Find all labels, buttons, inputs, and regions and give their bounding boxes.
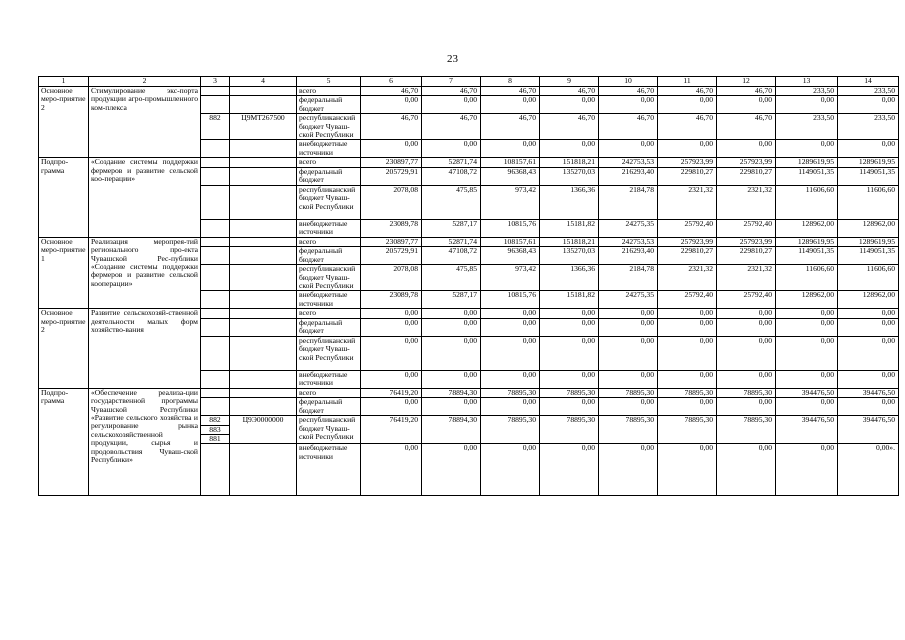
amount-cell: 24275,35 [599,219,658,237]
funding-source-cell: республиканский бюджет Чуваш-ской Республики [297,336,361,370]
amount-cell: 0,00 [481,336,540,370]
amount-cell: 46,70 [717,114,776,140]
responsible-code-cell [201,398,230,416]
amount-cell: 2321,32 [658,265,717,291]
amount-cell: 0,00 [540,370,599,388]
column-header: 9 [540,77,599,87]
target-article-cell: Ц9МТ267500 [230,114,297,140]
amount-cell: 216293,40 [599,167,658,185]
target-article-cell [230,158,297,167]
amount-cell: 2321,32 [717,265,776,291]
amount-cell: 47108,72 [422,167,481,185]
funding-source-cell: республиканский бюджет Чуваш-ской Республики [297,185,361,219]
amount-cell: 1289619,95 [838,237,899,246]
table-row [39,87,899,96]
amount-cell: 1149051,35 [838,167,899,185]
responsible-code-cell [201,444,230,496]
amount-cell: 0,00 [481,318,540,336]
amount-cell: 11606,60 [838,265,899,291]
funding-source-cell: внебюджетные источники [297,219,361,237]
amount-cell: 0,00 [717,96,776,114]
amount-cell: 0,00 [361,309,422,318]
amount-cell: 0,00 [658,140,717,158]
amount-cell: 11606,60 [776,265,838,291]
amount-cell: 0,00 [717,370,776,388]
responsible-code-cell [201,265,230,291]
amount-cell: 46,70 [481,87,540,96]
amount-cell: 230897,77 [361,158,422,167]
responsible-code-cell [201,318,230,336]
amount-cell: 0,00 [776,140,838,158]
funding-source-cell: всего [297,309,361,318]
amount-cell: 973,42 [481,185,540,219]
amount-cell: 128962,00 [776,219,838,237]
amount-cell: 0,00 [422,318,481,336]
amount-cell: 394476,50 [838,416,899,444]
responsible-code-cell [201,291,230,309]
amount-cell: 1366,36 [540,185,599,219]
program-name-cell: Стимулирование экс-порта продукции агро-промышленного ком-плекса [89,87,201,158]
amount-cell: 78894,30 [422,416,481,444]
target-article-cell: Ц9Э0000000 [230,416,297,444]
funding-source-cell: республиканский бюджет Чуваш-ской Республики [297,416,361,444]
amount-cell: 0,00 [540,318,599,336]
amount-cell: 0,00 [658,444,717,496]
amount-cell: 2078,08 [361,185,422,219]
amount-cell: 233,50 [838,87,899,96]
amount-cell: 0,00 [717,309,776,318]
amount-cell: 0,00 [838,370,899,388]
amount-cell: 0,00 [776,96,838,114]
amount-cell: 15181,82 [540,291,599,309]
amount-cell: 78895,30 [717,388,776,397]
amount-cell: 0,00 [361,398,422,416]
funding-source-cell: федеральный бюджет [297,167,361,185]
target-article-cell [230,309,297,318]
amount-cell: 96368,43 [481,167,540,185]
amount-cell: 1289619,95 [776,237,838,246]
target-article-cell [230,140,297,158]
target-article-cell [230,398,297,416]
responsible-code: 883 [201,426,229,435]
amount-cell: 78895,30 [481,416,540,444]
amount-cell: 0,00 [481,96,540,114]
target-article-cell [230,318,297,336]
amount-cell: 96368,43 [481,247,540,265]
amount-cell: 0,00 [422,309,481,318]
target-article-cell [230,291,297,309]
amount-cell: 1289619,95 [776,158,838,167]
responsible-code: 881 [209,433,221,443]
amount-cell: 11606,60 [838,185,899,219]
amount-cell: 0,00 [422,140,481,158]
amount-cell: 0,00 [361,444,422,496]
funding-source-cell: федеральный бюджет [297,398,361,416]
amount-cell: 46,70 [599,114,658,140]
column-header: 7 [422,77,481,87]
responsible-code-cell [201,219,230,237]
amount-cell: 0,00 [481,370,540,388]
amount-cell: 0,00 [599,398,658,416]
amount-cell: 0,00 [599,370,658,388]
program-type-cell: Основное меро-приятие 1 [39,237,89,309]
amount-cell: 78895,30 [658,388,717,397]
funding-source-cell: внебюджетные источники [297,140,361,158]
responsible-code: 882 [201,416,229,425]
amount-cell: 0,00 [540,96,599,114]
amount-cell: 0,00 [540,336,599,370]
responsible-code-cell [201,370,230,388]
amount-cell: 0,00 [599,140,658,158]
amount-cell: 0,00 [422,336,481,370]
amount-cell: 242753,53 [599,158,658,167]
program-type-cell: Подпро-грамма [39,158,89,237]
amount-cell: 233,50 [776,114,838,140]
column-header: 10 [599,77,658,87]
amount-cell: 0,00 [540,444,599,496]
amount-cell: 108157,61 [481,158,540,167]
amount-cell: 394476,50 [838,388,899,397]
amount-cell: 128962,00 [838,219,899,237]
amount-cell: 0,00 [776,336,838,370]
responsible-code-cell [201,388,230,397]
amount-cell: 78895,30 [540,416,599,444]
amount-cell: 78894,30 [422,388,481,397]
responsible-code-cell [201,185,230,219]
funding-source-cell: федеральный бюджет [297,318,361,336]
amount-cell: 0,00 [717,140,776,158]
amount-cell: 230897,77 [361,237,422,246]
funding-source-cell: всего [297,237,361,246]
responsible-code-cell [201,247,230,265]
target-article-cell [230,265,297,291]
amount-cell: 394476,50 [776,388,838,397]
amount-cell: 0,00 [776,318,838,336]
amount-cell: 46,70 [658,114,717,140]
amount-cell: 0,00 [361,318,422,336]
budget-table [38,76,899,496]
funding-source-cell: федеральный бюджет [297,247,361,265]
amount-cell: 0,00 [838,96,899,114]
amount-cell: 52871,74 [422,237,481,246]
amount-cell: 78895,30 [481,388,540,397]
amount-cell: 10815,76 [481,291,540,309]
amount-cell: 11606,60 [776,185,838,219]
program-type-cell: Основное меро-приятие 2 [39,309,89,388]
amount-cell: 0,00 [776,398,838,416]
table-row [39,309,899,318]
program-type-cell: Основное меро-приятие 2 [39,87,89,158]
amount-cell: 108157,61 [481,237,540,246]
column-header: 8 [481,77,540,87]
target-article-cell [230,185,297,219]
amount-cell: 0,00 [599,96,658,114]
amount-cell: 229810,27 [658,247,717,265]
amount-cell: 1149051,35 [776,167,838,185]
amount-cell: 229810,27 [658,167,717,185]
page-number: 23 [447,53,458,65]
amount-cell: 46,70 [540,114,599,140]
amount-cell: 0,00 [776,309,838,318]
amount-cell: 475,85 [422,185,481,219]
amount-cell: 0,00 [540,140,599,158]
amount-cell: 78895,30 [540,388,599,397]
funding-source-cell: всего [297,388,361,397]
responsible-code-cell [201,336,230,370]
amount-cell: 151818,21 [540,237,599,246]
amount-cell: 46,70 [540,87,599,96]
amount-cell: 0,00 [717,336,776,370]
amount-cell: 0,00 [599,309,658,318]
amount-cell: 52871,74 [422,158,481,167]
amount-cell: 216293,40 [599,247,658,265]
amount-cell: 0,00 [361,96,422,114]
amount-cell: 0,00 [717,318,776,336]
amount-cell: 46,70 [422,87,481,96]
amount-cell: 46,70 [361,87,422,96]
amount-cell: 0,00 [540,309,599,318]
column-header: 6 [361,77,422,87]
column-header: 2 [89,77,201,87]
target-article-cell [230,87,297,96]
target-article-cell [230,96,297,114]
target-article-cell [230,370,297,388]
amount-cell: 242753,53 [599,237,658,246]
amount-cell: 0,00 [838,140,899,158]
amount-cell: 257923,99 [717,158,776,167]
amount-cell: 5287,17 [422,291,481,309]
amount-cell: 0,00». [838,444,899,496]
amount-cell: 973,42 [481,265,540,291]
responsible-code-cell [201,140,230,158]
amount-cell: 0,00 [361,336,422,370]
responsible-code-cell [201,158,230,167]
amount-cell: 0,00 [481,140,540,158]
amount-cell: 0,00 [599,336,658,370]
amount-cell: 0,00 [422,370,481,388]
amount-cell: 257923,99 [658,237,717,246]
funding-source-cell: внебюджетные источники [297,370,361,388]
column-header: 4 [230,77,297,87]
target-article-cell [230,444,297,496]
program-type-cell: Подпро-грамма [39,388,89,496]
amount-cell: 229810,27 [717,167,776,185]
amount-cell: 0,00 [658,336,717,370]
funding-source-cell: республиканский бюджет Чуваш-ской Республики [297,265,361,291]
amount-cell: 78895,30 [599,388,658,397]
amount-cell: 46,70 [422,114,481,140]
column-header: 1 [39,77,89,87]
amount-cell: 46,70 [599,87,658,96]
amount-cell: 78895,30 [717,416,776,444]
target-article-cell [230,336,297,370]
amount-cell: 205729,91 [361,167,422,185]
header-row [39,77,899,87]
target-article-cell [230,247,297,265]
amount-cell: 151818,21 [540,158,599,167]
amount-cell: 1149051,35 [776,247,838,265]
amount-cell: 0,00 [838,336,899,370]
amount-cell: 25792,40 [717,219,776,237]
amount-cell: 25792,40 [658,219,717,237]
amount-cell: 2321,32 [658,185,717,219]
column-header: 11 [658,77,717,87]
column-header: 12 [717,77,776,87]
responsible-code-cell [201,167,230,185]
amount-cell: 2184,78 [599,185,658,219]
amount-cell: 0,00 [361,140,422,158]
amount-cell: 0,00 [658,370,717,388]
table-row [39,237,899,246]
amount-cell: 76419,20 [361,388,422,397]
amount-cell: 2321,32 [717,185,776,219]
amount-cell: 2078,08 [361,265,422,291]
amount-cell: 46,70 [361,114,422,140]
amount-cell: 1289619,95 [838,158,899,167]
amount-cell: 128962,00 [776,291,838,309]
amount-cell: 78895,30 [658,416,717,444]
responsible-code-cell [201,309,230,318]
amount-cell: 257923,99 [717,237,776,246]
amount-cell: 15181,82 [540,219,599,237]
amount-cell: 25792,40 [717,291,776,309]
amount-cell: 0,00 [599,318,658,336]
amount-cell: 1366,36 [540,265,599,291]
amount-cell: 0,00 [717,444,776,496]
amount-cell: 0,00 [599,444,658,496]
funding-source-cell: всего [297,87,361,96]
target-article-cell [230,167,297,185]
amount-cell: 46,70 [717,87,776,96]
amount-cell: 0,00 [658,398,717,416]
amount-cell: 475,85 [422,265,481,291]
responsible-code-cell [201,237,230,246]
amount-cell: 0,00 [540,398,599,416]
amount-cell: 233,50 [838,114,899,140]
responsible-code-cell [201,96,230,114]
amount-cell: 0,00 [838,318,899,336]
amount-cell: 23089,78 [361,219,422,237]
amount-cell: 205729,91 [361,247,422,265]
amount-cell: 229810,27 [717,247,776,265]
amount-cell: 5287,17 [422,219,481,237]
amount-cell: 0,00 [481,309,540,318]
responsible-code-cell [201,416,230,444]
amount-cell: 128962,00 [838,291,899,309]
column-header: 13 [776,77,838,87]
amount-cell: 0,00 [838,398,899,416]
target-article-cell [230,237,297,246]
responsible-code-cell: 882 [201,114,230,140]
amount-cell: 233,50 [776,87,838,96]
amount-cell: 10815,76 [481,219,540,237]
amount-cell: 0,00 [776,370,838,388]
program-name-cell: Развитие сельскохозяй-ственной деятельности малых форм хозяйство-вания [89,309,201,388]
amount-cell: 0,00 [658,96,717,114]
amount-cell: 0,00 [776,444,838,496]
amount-cell: 23089,78 [361,291,422,309]
column-header: 3 [201,77,230,87]
funding-source-cell: федеральный бюджет [297,96,361,114]
amount-cell: 78895,30 [599,416,658,444]
amount-cell: 46,70 [658,87,717,96]
amount-cell: 257923,99 [658,158,717,167]
amount-cell: 0,00 [481,444,540,496]
amount-cell: 1149051,35 [838,247,899,265]
table-row [39,388,899,397]
amount-cell: 47108,72 [422,247,481,265]
amount-cell: 0,00 [717,398,776,416]
target-article-cell [230,219,297,237]
funding-source-cell: внебюджетные источники [297,291,361,309]
responsible-code-cell [201,87,230,96]
amount-cell: 0,00 [422,398,481,416]
amount-cell: 0,00 [838,309,899,318]
amount-cell: 0,00 [422,444,481,496]
amount-cell: 25792,40 [658,291,717,309]
amount-cell: 46,70 [481,114,540,140]
amount-cell: 135270,03 [540,247,599,265]
amount-cell: 0,00 [658,318,717,336]
amount-cell: 2184,78 [599,265,658,291]
program-name-cell: Реализация меропрея-тий регионального про-екта Чувашской Рес-публики «Создание системы поддержки фермеров и развитие сельской кооперации» [89,237,201,309]
amount-cell: 0,00 [658,309,717,318]
table-row [39,158,899,167]
amount-cell: 394476,50 [776,416,838,444]
column-header: 5 [297,77,361,87]
funding-source-cell: республиканский бюджет Чуваш-ской Республики [297,114,361,140]
amount-cell: 24275,35 [599,291,658,309]
amount-cell: 135270,03 [540,167,599,185]
amount-cell: 0,00 [361,370,422,388]
amount-cell: 76419,20 [361,416,422,444]
amount-cell: 0,00 [422,96,481,114]
target-article-cell [230,388,297,397]
column-header: 14 [838,77,899,87]
funding-source-cell: всего [297,158,361,167]
amount-cell: 0,00 [481,398,540,416]
program-name-cell: «Создание системы поддержки фермеров и развитие сельской коо-перации» [89,158,201,237]
program-name-cell: «Обеспечение реализа-ции государственной программы Чувашской Республики «Развитие сельского хозяйства и регулирование рынка сельскохозяйственной продукции, сырья и продовольствия Чуваш-ской Республики» [89,388,201,496]
funding-source-cell: внебюджетные источники [297,444,361,496]
